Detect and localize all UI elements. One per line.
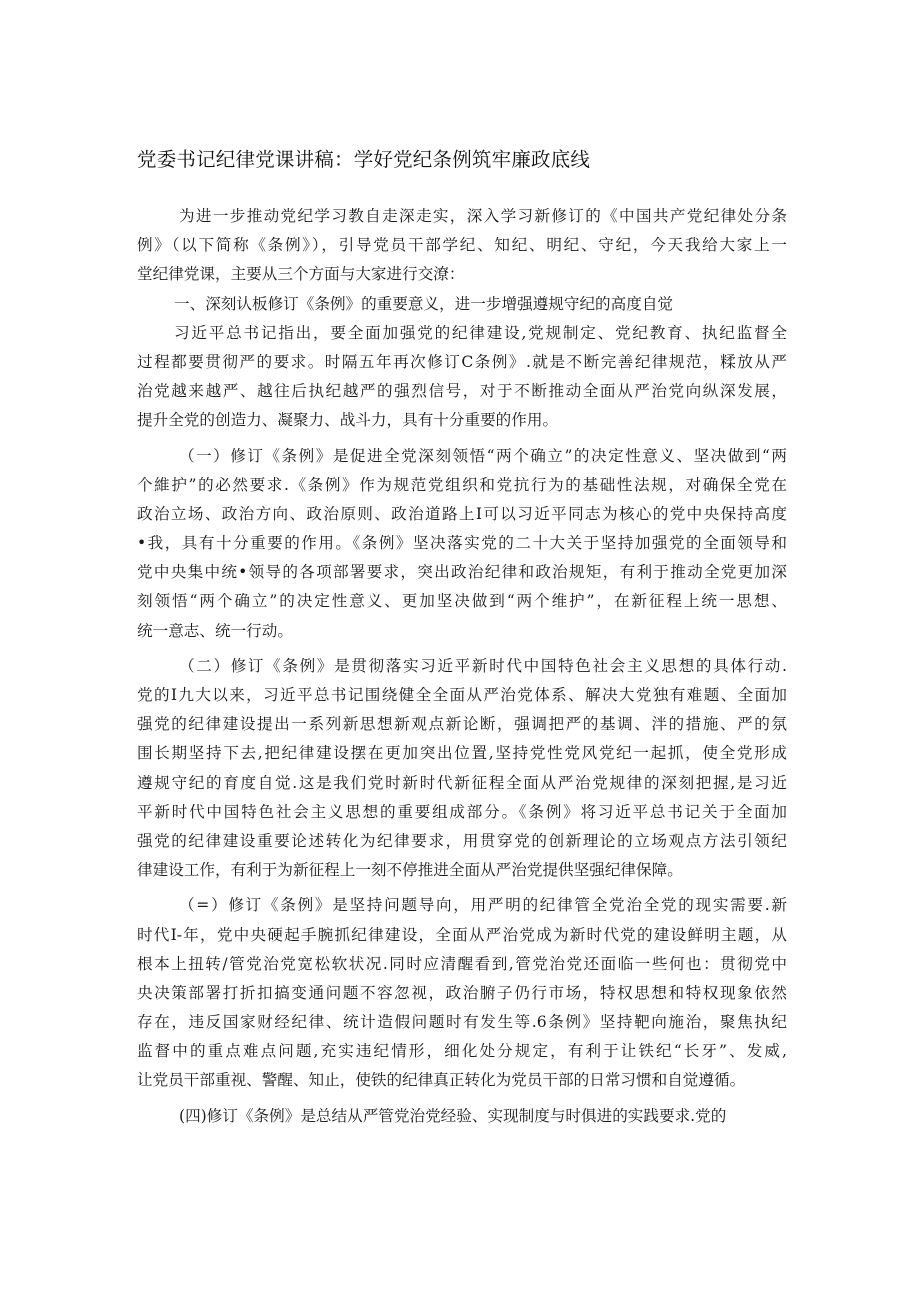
paragraph-section-1-heading [137, 290, 787, 319]
paragraph-line: 平新时代中国特色社会主义思想的重要组成部分。《条例》将习近平总书记关于全面加 [137, 802, 787, 821]
paragraph-section-1-intro [137, 319, 787, 436]
paragraph-line: 堂纪律党课，主要从三个方面与大家进行交潦： [137, 265, 465, 284]
paragraph-line: 根本上扭转/管党治党宽松软状况.同时应清醒看到,管党治党还面临一些何也：贯彻党中 [137, 954, 787, 973]
paragraph-line: 个維护”的必然要求.《条例》作为规范党组织和党抗行为的基础性法规，对确保全党在 [137, 475, 787, 494]
paragraph-line: 时代I-年，党中央硬起手腕抓纪律建设，全面从严治党成为新时代党的建设鲜明主题，从 [137, 925, 787, 944]
paragraph-line: 存在，违反国家财经纪律、统计造假问题时有发生等.6条例》坚持靶向施治，聚焦执纪 [137, 1013, 787, 1032]
paragraph-point-4 [137, 1102, 787, 1131]
document-title: 党委书记纪律党课讲稿：学好党纪条例筑牢廉政底线 [137, 148, 591, 171]
paragraph-line: 过程都要贯彻严的要求。时隔五年再次修订C条例》.就是不断完善纪律规范，糅放从严 [137, 352, 787, 371]
paragraph-intro [137, 202, 787, 290]
paragraph-line: •我，具有十分重要的作用。《条例》坚决落实党的二十大关于坚持加强党的全面领导和 [137, 534, 787, 553]
paragraph-point-3 [137, 891, 787, 1095]
paragraph-line: 强党的纪律建设提出一系列新思想新观点新论断，强调把严的基调、泮的措施、严的氛 [137, 715, 787, 734]
paragraph-line: 让党员干部重视、警醒、知止，使铁的纪律真正转化为党员干部的日常习惯和自觉遵循。 [137, 1071, 746, 1090]
paragraph-line: 强党的纪律建设重要论述转化为纪律要求，用贯穿党的创新理论的立场观点方法引领纪 [137, 831, 787, 850]
document-body [137, 202, 787, 1131]
paragraph-line: 一、深刻认板修订《条例》的重要意义，进一步增强遵规守纪的高度自觉 [174, 294, 674, 313]
paragraph-line: 习近平总书记指出，要全面加强党的纪律建设,党规制定、党纪教育、执纪监督全 [174, 323, 787, 342]
paragraph-line: （二）修订《条例》是贯彻落实习近平新时代中国特色社会主义思想的具体行动. [179, 656, 787, 675]
paragraph-line: 党的I九大以来，习近平总书记围绕健全全面从严治党体系、解决大党独有难题、全面加 [137, 686, 787, 704]
paragraph-line: 党中央集中统•领导的各项部署要求，突出政治纪律和政治规矩，有利于推动全党更加深 [137, 563, 787, 582]
paragraph-line: （=）修订《条例》是坚持问题导向，用严明的纪律管全党治全党的现实需要.新 [179, 896, 787, 915]
paragraph-line: 监督中的重点难点问题,充实违纪情形，细化处分规定，有利于让铁纪“长牙”、发威, [137, 1042, 787, 1061]
paragraph-line: 律建设工作，有利于为新征程上一刻不停推进全面从严治党提供坚强纪律保障。 [137, 861, 683, 880]
paragraph-line: 为进一步推动党纪学习教自走深走实，深入学习新修订的《中国共产党纪律处分条 [179, 207, 787, 225]
paragraph-line: (四)修订《条例》是总结从严管党治党经验、实现制度与时俱进的实践要求.党的 [179, 1106, 727, 1125]
paragraph-line: 央决策部署打折扣搞变通问题不容忽视，政治腑子仍行市场，特权思想和特权现象依然 [137, 983, 787, 1002]
paragraph-point-1 [137, 442, 787, 646]
paragraph-point-2 [137, 652, 787, 886]
paragraph-line: （一）修订《条例》是促进全党深刻领悟“两个确立”的决定性意义、坚决做到“两 [179, 446, 787, 465]
paragraph-line: 政治立场、政治方向、政治原则、政治道路上I可以习近平同志为核心的党中央保持高度 [137, 504, 787, 523]
paragraph-line: 统一意志、统一行动。 [137, 621, 293, 640]
paragraph-line: 刻领悟“两个确立”的决定性意义、更加坚决做到“两个维护”，在新征程上统一思想、 [137, 592, 787, 611]
paragraph-line: 提升全党的创造力、凝聚力、战斗力，具有十分重要的作用。 [137, 411, 559, 430]
paragraph-line: 围长期坚持下去,把纪律建设摆在更加突出位置,坚持党性党风党纪一起抓，使全党形成 [137, 744, 787, 763]
paragraph-line: 遵规守纪的育度自觉.这是我们党时新时代新征程全面从严治党规律的深刻把握,是习近 [137, 773, 787, 792]
paragraph-line: 治党越来越严、越往后执纪越严的强烈信号，对于不断推动全面从严治党向纵深发展， [137, 382, 787, 401]
paragraph-line: 例》（以下简称《条例》），引导党员干部学纪、知纪、明纪、守纪，今天我给大家上一 [137, 236, 787, 255]
